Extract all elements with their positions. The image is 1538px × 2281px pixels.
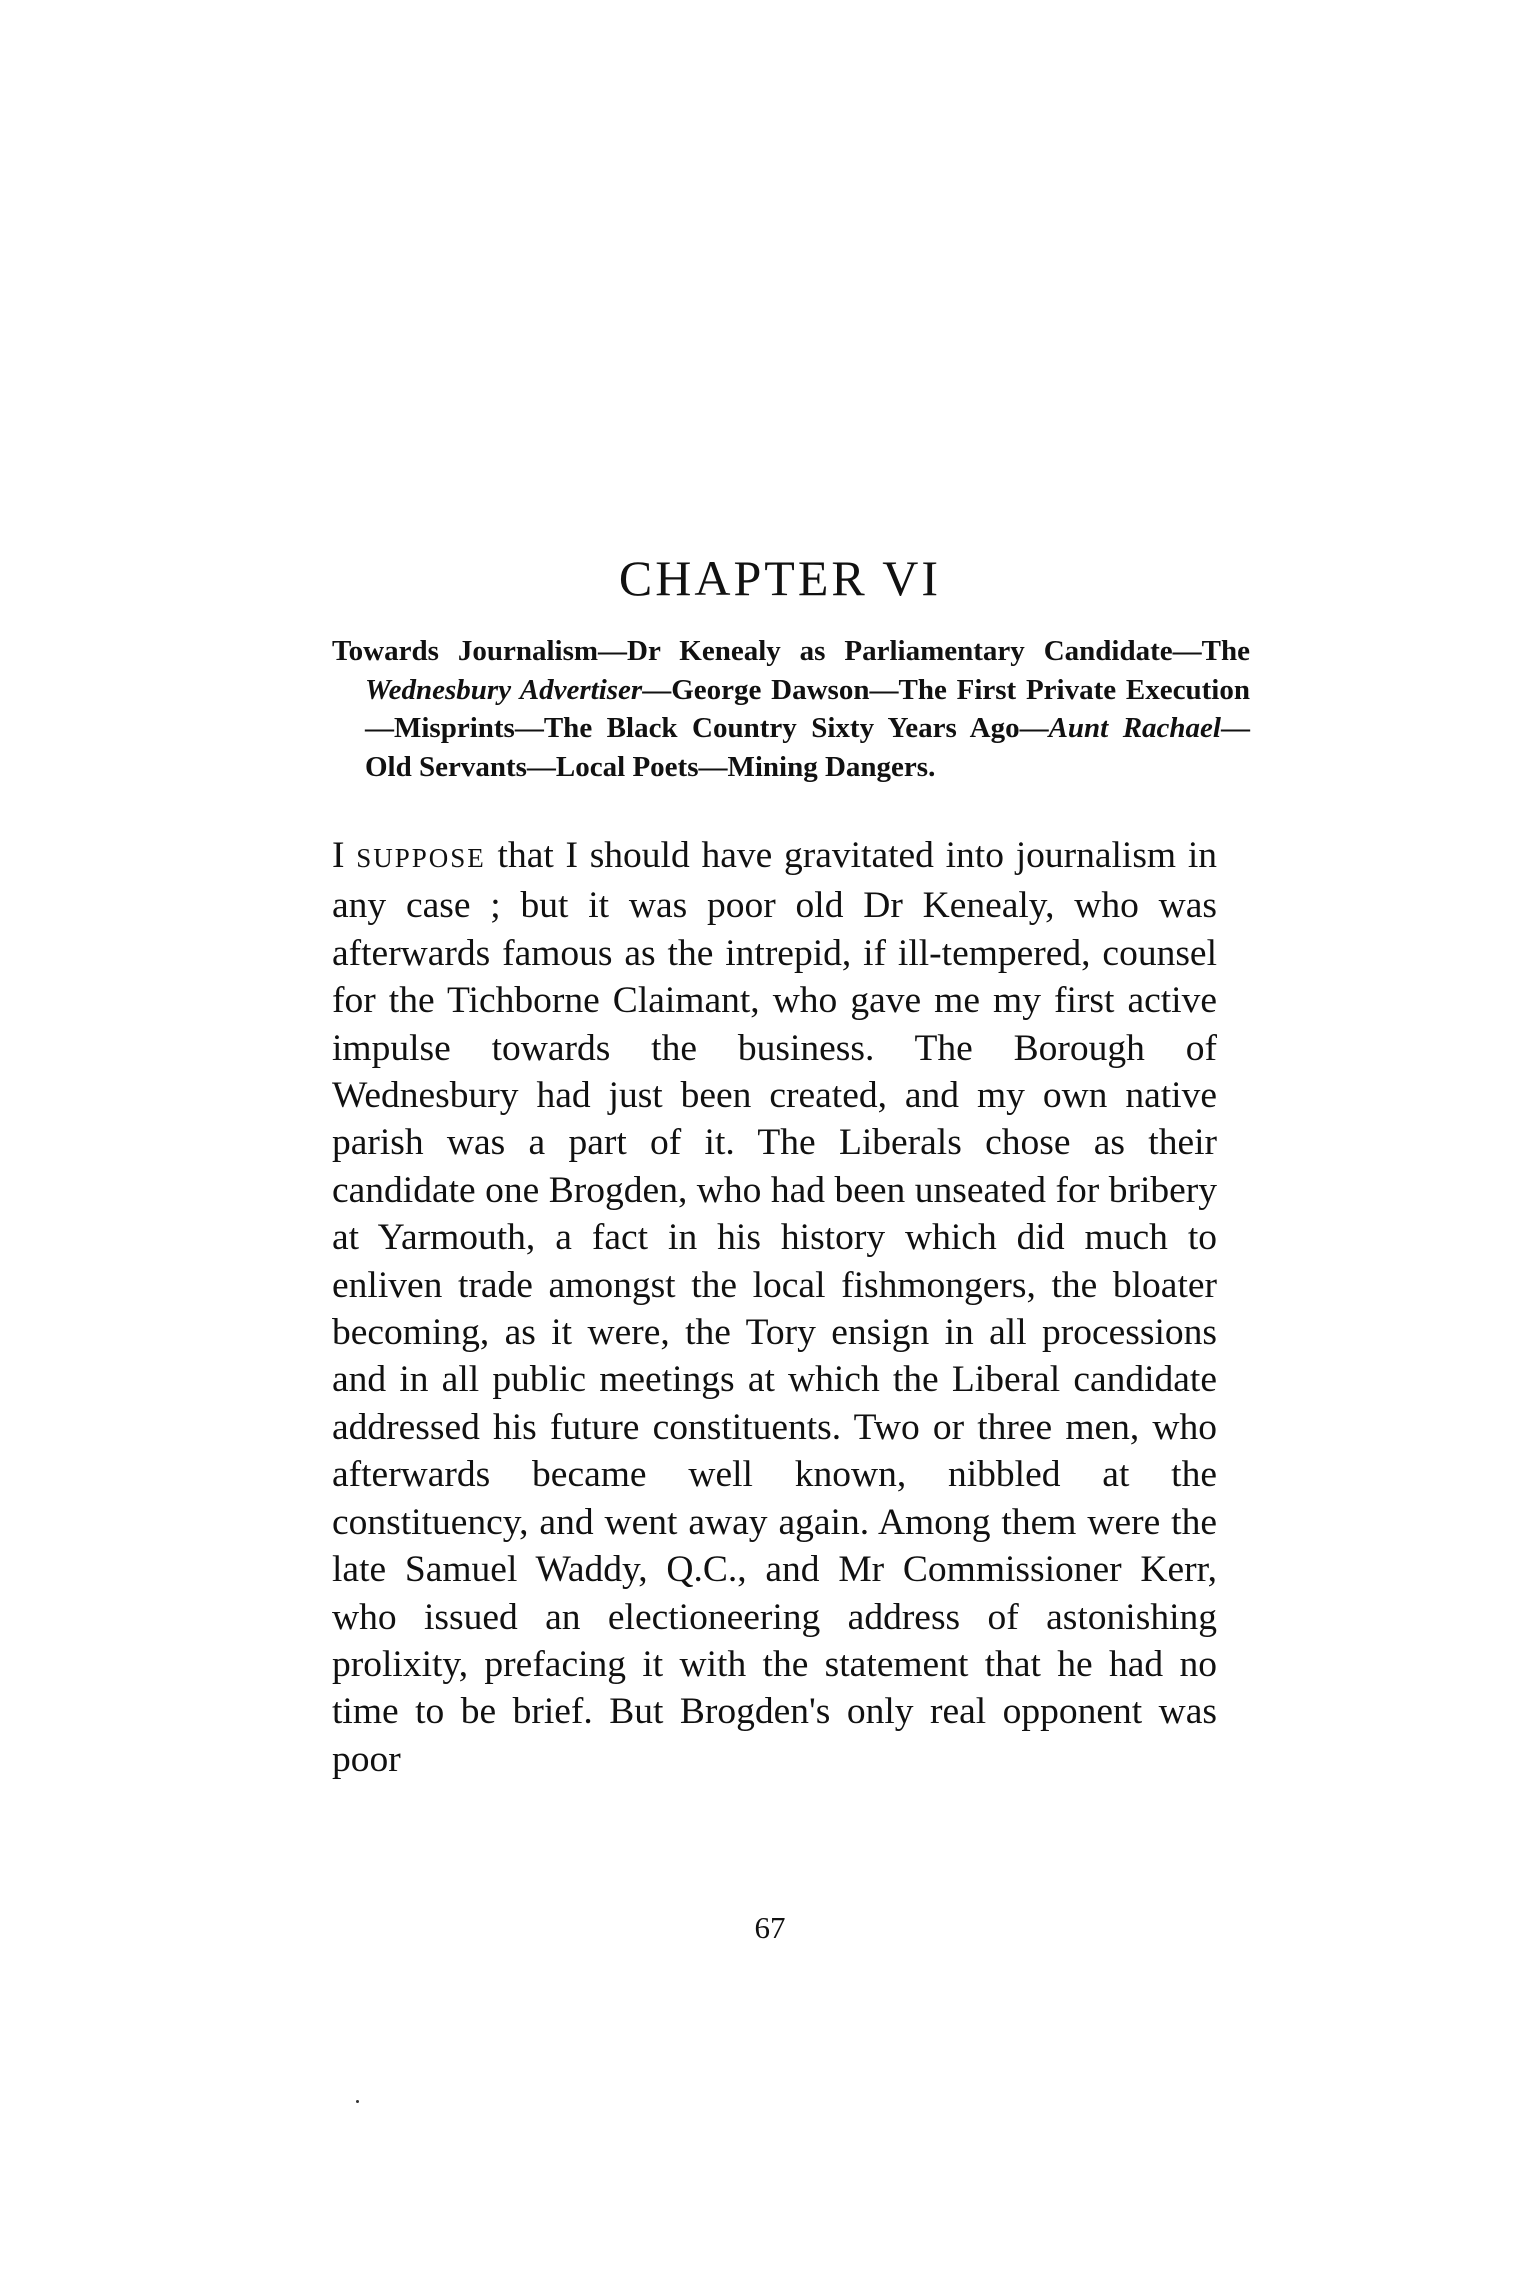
smallcaps-word: SUPPOSE: [356, 843, 486, 873]
synopsis-italic-title: Aunt Rachael: [1048, 712, 1221, 744]
scan-speck: [356, 2100, 359, 2103]
opening-word: I: [332, 835, 345, 876]
body-text: that I should have gravitated into journalism in any case ; but it was poor old Dr Kenealy, who was afterwards famous as the intrepid, if ill-tempered, counsel for the Tichborne Claimant, who gave me my first active impulse towards the business. The Borough of Wednesbury had just been created, and my own native parish was a part of it. The Liberals chose as their candidate one Brogden, who had been unseated for bribery at Yarmouth, a fact in his history which did much to enliven trade amongst the local fishmongers, the bloater becoming, as it were, the Tory ensign in all processions and in all public meetings at which the Liberal candidate addressed his future constituents. Two or three men, who afterwards became well known, nibbled at the constituency, and went away again. Among them were the late Samuel Waddy, Q.C., and Mr Commissioner Kerr, who issued an electioneering address of astonishing prolixity, prefacing it with the statement that he had no time to be brief. But Brogden's only real opponent was poor: [332, 835, 1217, 1780]
chapter-synopsis: [332, 632, 1250, 786]
chapter-title: CHAPTER VI: [618, 550, 942, 606]
synopsis-part-1: Towards Journalism—Dr Kenealy as Parliamentary Candidate—The: [332, 635, 1250, 667]
page-number: 67: [754, 1910, 786, 1945]
body-paragraph: [332, 832, 1217, 1783]
synopsis-part-2: —George Dawson—The First Private Execution—Misprints—The Black Country Sixty Years Ago—: [365, 673, 1250, 744]
synopsis-part-3: —Old Servants—Local Poets—Mining Dangers.: [365, 712, 1250, 783]
synopsis-italic-newspaper: Wednesbury Advertiser: [365, 673, 643, 706]
